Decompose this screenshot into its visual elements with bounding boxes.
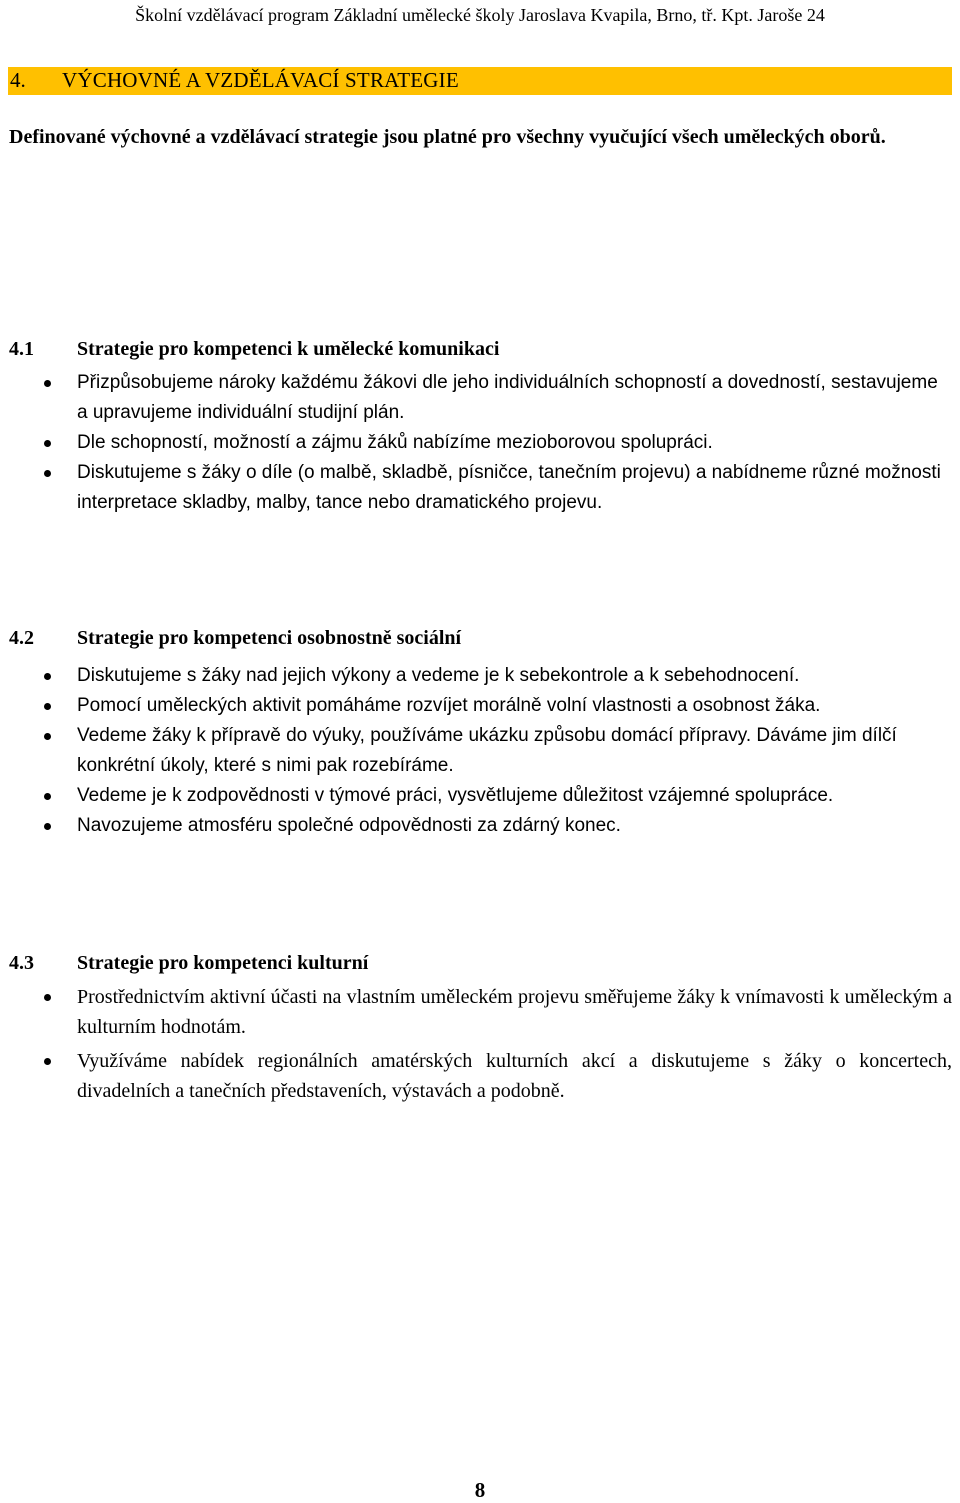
section-title: Strategie pro kompetenci k umělecké komunikaci [77,338,500,360]
list-item: Navozujeme atmosféru společné odpovědnosti za zdárný konec. [0,811,952,841]
list-item: Vedeme je k zodpovědnosti v týmové práci, vysvětlujeme důležitost vzájemné spolupráce. [0,781,952,811]
section-title: Strategie pro kompetenci osobnostně sociální [77,627,462,649]
section-list-4-3 [0,982,952,1106]
list-item: Diskutujeme s žáky o díle (o malbě, skladbě, písničce, tanečním projevu) a nabídneme různé možnosti interpretace skladby, malby, tance nebo dramatického projevu. [0,458,952,518]
bullet-icon [44,673,51,680]
section-number: 4.3 [9,952,34,974]
intro-paragraph: Definované výchovné a vzdělávací strategie jsou platné pro všechny vyučující všech uměleckých oborů. [9,126,886,148]
section-list-4-2 [0,661,952,841]
chapter-banner [8,67,952,95]
bullet-icon [44,1058,51,1065]
section-title: Strategie pro kompetenci kulturní [77,952,369,974]
list-item: Diskutujeme s žáky nad jejich výkony a vedeme je k sebekontrole a k sebehodnocení. [0,661,952,691]
bullet-icon [44,733,51,740]
list-item: Pomocí uměleckých aktivit pomáháme rozvíjet morálně volní vlastnosti a osobnost žáka. [0,691,952,721]
bullet-icon [44,470,51,477]
bullet-icon [44,823,51,830]
bullet-icon [44,703,51,710]
section-heading-4-3 [9,950,949,976]
section-number: 4.2 [9,627,34,649]
chapter-number: 4. [10,68,26,92]
bullet-icon [44,994,51,1001]
page-header: Školní vzdělávací program Základní umělecké školy Jaroslava Kvapila, Brno, tř. Kpt. Jaroše 24 [135,5,825,25]
page-number: 8 [474,1478,486,1502]
list-item: Dle schopností, možností a zájmu žáků nabízíme mezioborovou spolupráci. [0,428,952,458]
section-number: 4.1 [9,338,34,360]
list-item: Využíváme nabídek regionálních amatérských kulturních akcí a diskutujeme s žáky o koncertech, divadelních a tanečních představeních, výstavách a podobně. [0,1046,952,1106]
section-list-4-1 [0,368,952,518]
bullet-icon [44,440,51,447]
bullet-icon [44,380,51,387]
list-item: Prostřednictvím aktivní účasti na vlastním uměleckém projevu směřujeme žáky k vnímavosti k uměleckým a kulturním hodnotám. [0,982,952,1042]
list-item: Vedeme žáky k přípravě do výuky, používáme ukázku způsobu domácí přípravy. Dáváme jim dílčí konkrétní úkoly, které s nimi pak rozebíráme. [0,721,952,781]
section-heading-4-2 [9,625,949,651]
chapter-title: VÝCHOVNÉ A VZDĚLÁVACÍ STRATEGIE [62,68,459,92]
section-heading-4-1 [9,336,949,362]
bullet-icon [44,793,51,800]
list-item: Přizpůsobujeme nároky každému žákovi dle jeho individuálních schopností a dovedností, sestavujeme a upravujeme individuální studijní plán. [0,368,952,428]
